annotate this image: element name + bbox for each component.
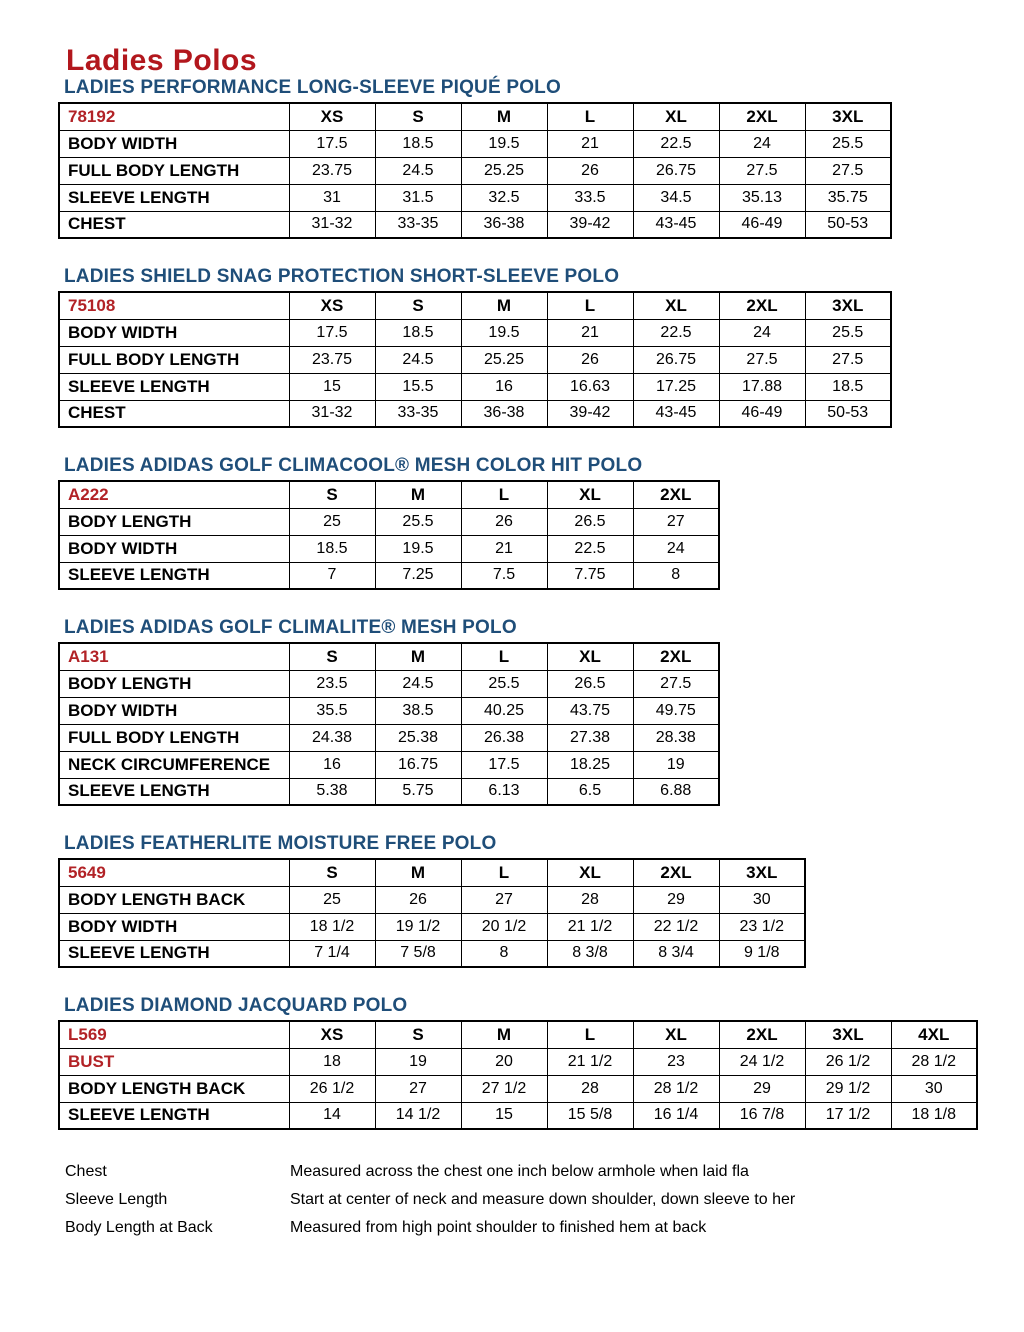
measurement-value: 23.5 xyxy=(289,670,375,697)
measurement-value: 17.88 xyxy=(719,373,805,400)
measurement-value: 20 1/2 xyxy=(461,913,547,940)
size-table-head xyxy=(59,859,805,886)
measurement-value: 19 xyxy=(633,751,719,778)
measurement-value: 18.5 xyxy=(375,319,461,346)
measurement-row xyxy=(59,1102,977,1129)
measurement-label: BODY WIDTH xyxy=(59,913,289,940)
measurement-value: 28 1/2 xyxy=(633,1075,719,1102)
measurement-value: 7.75 xyxy=(547,562,633,589)
measurement-value: 26 1/2 xyxy=(805,1048,891,1075)
measurement-value: 25.25 xyxy=(461,157,547,184)
size-table xyxy=(58,291,892,428)
size-column-header: L xyxy=(547,103,633,130)
measurement-value: 36-38 xyxy=(461,400,547,427)
measurement-label: BODY LENGTH xyxy=(59,670,289,697)
measurement-value: 14 1/2 xyxy=(375,1102,461,1129)
measurement-value: 25.38 xyxy=(375,724,461,751)
measurement-value: 8 3/4 xyxy=(633,940,719,967)
size-column-header: M xyxy=(461,103,547,130)
product-heading: LADIES FEATHERLITE MOISTURE FREE POLO xyxy=(64,833,497,854)
measurement-row xyxy=(59,670,719,697)
measurement-label: FULL BODY LENGTH xyxy=(59,724,289,751)
product-section xyxy=(0,618,1024,806)
size-table-body xyxy=(59,886,805,967)
measurement-value: 25.5 xyxy=(805,130,891,157)
size-table-head xyxy=(59,1021,977,1048)
measurement-value: 18.5 xyxy=(289,535,375,562)
measurement-value: 17.5 xyxy=(289,130,375,157)
size-column-header: 3XL xyxy=(805,1021,891,1048)
measurement-value: 8 xyxy=(633,562,719,589)
measurement-value: 18.5 xyxy=(805,373,891,400)
size-column-header: XS xyxy=(289,103,375,130)
measurement-value: 26.38 xyxy=(461,724,547,751)
measurement-value: 35.75 xyxy=(805,184,891,211)
measurement-value: 8 3/8 xyxy=(547,940,633,967)
measurement-value: 26 xyxy=(375,886,461,913)
measurement-value: 19 1/2 xyxy=(375,913,461,940)
measurement-label: FULL BODY LENGTH xyxy=(59,157,289,184)
measurement-value: 43.75 xyxy=(547,697,633,724)
measurement-value: 19 xyxy=(375,1048,461,1075)
measurement-value: 18 1/2 xyxy=(289,913,375,940)
measurement-value: 17.25 xyxy=(633,373,719,400)
definition-term: Chest xyxy=(65,1163,107,1180)
size-column-header: XL xyxy=(633,292,719,319)
measurement-value: 21 1/2 xyxy=(547,1048,633,1075)
size-table-head xyxy=(59,643,719,670)
measurement-row xyxy=(59,211,891,238)
size-column-header: XL xyxy=(633,1021,719,1048)
measurement-value: 23 1/2 xyxy=(719,913,805,940)
measurement-row xyxy=(59,913,805,940)
size-table xyxy=(58,102,892,239)
measurement-value: 19.5 xyxy=(461,130,547,157)
measurement-value: 17 1/2 xyxy=(805,1102,891,1129)
measurement-value: 24.5 xyxy=(375,670,461,697)
measurement-value: 18 1/8 xyxy=(891,1102,977,1129)
product-heading: LADIES ADIDAS GOLF CLIMACOOL® MESH COLOR HIT POLO xyxy=(64,455,643,476)
product-heading: LADIES PERFORMANCE LONG-SLEEVE PIQUÉ POLO xyxy=(64,77,561,98)
measurement-row xyxy=(59,751,719,778)
measurement-value: 23.75 xyxy=(289,157,375,184)
measurement-value: 28 1/2 xyxy=(891,1048,977,1075)
measurement-value: 33-35 xyxy=(375,211,461,238)
measurement-label: NECK CIRCUMFERENCE xyxy=(59,751,289,778)
measurement-value: 25.5 xyxy=(461,670,547,697)
size-header-row xyxy=(59,643,719,670)
size-header-row xyxy=(59,103,891,130)
definition-row xyxy=(65,1214,1024,1242)
measurement-value: 6.13 xyxy=(461,778,547,805)
size-table xyxy=(58,480,720,590)
measurement-value: 26 1/2 xyxy=(289,1075,375,1102)
size-table xyxy=(58,1020,978,1130)
measurement-label: BODY WIDTH xyxy=(59,130,289,157)
size-column-header: XS xyxy=(289,292,375,319)
measurement-row xyxy=(59,400,891,427)
size-table-body xyxy=(59,130,891,238)
size-header-row xyxy=(59,481,719,508)
measurement-value: 29 1/2 xyxy=(805,1075,891,1102)
measurement-value: 24.5 xyxy=(375,346,461,373)
measurement-value: 26.75 xyxy=(633,346,719,373)
measurement-value: 22 1/2 xyxy=(633,913,719,940)
measurement-label: CHEST xyxy=(59,211,289,238)
size-column-header: M xyxy=(461,292,547,319)
size-column-header: XL xyxy=(547,859,633,886)
measurement-value: 25 xyxy=(289,508,375,535)
size-column-header: 4XL xyxy=(891,1021,977,1048)
definition-row xyxy=(65,1158,1024,1186)
measurement-value: 26.5 xyxy=(547,670,633,697)
measurement-row xyxy=(59,1075,977,1102)
measurement-value: 28 xyxy=(547,1075,633,1102)
measurement-label: SLEEVE LENGTH xyxy=(59,184,289,211)
measurement-value: 27.5 xyxy=(805,157,891,184)
measurement-label: SLEEVE LENGTH xyxy=(59,1102,289,1129)
definition-text: Measured from high point shoulder to finished hem at back xyxy=(290,1219,707,1236)
measurement-value: 22.5 xyxy=(547,535,633,562)
product-heading: LADIES ADIDAS GOLF CLIMALITE® MESH POLO xyxy=(64,617,517,638)
measurement-value: 31-32 xyxy=(289,400,375,427)
measurement-value: 24 xyxy=(719,130,805,157)
size-column-header: 2XL xyxy=(719,1021,805,1048)
size-column-header: L xyxy=(461,643,547,670)
measurement-value: 16 7/8 xyxy=(719,1102,805,1129)
product-code: 78192 xyxy=(59,103,289,130)
measurement-value: 17.5 xyxy=(289,319,375,346)
measurement-value: 34.5 xyxy=(633,184,719,211)
measurement-label: BODY WIDTH xyxy=(59,319,289,346)
measurement-value: 43-45 xyxy=(633,211,719,238)
size-column-header: 2XL xyxy=(633,859,719,886)
measurement-value: 46-49 xyxy=(719,400,805,427)
measurement-value: 27 xyxy=(633,508,719,535)
definition-row xyxy=(65,1186,1024,1214)
measurement-value: 27 1/2 xyxy=(461,1075,547,1102)
measurement-value: 15.5 xyxy=(375,373,461,400)
measurement-value: 7 xyxy=(289,562,375,589)
product-code: 5649 xyxy=(59,859,289,886)
measurement-value: 27 xyxy=(461,886,547,913)
measurement-value: 20 xyxy=(461,1048,547,1075)
size-column-header: XS xyxy=(289,1021,375,1048)
measurement-value: 28.38 xyxy=(633,724,719,751)
measurement-value: 25 xyxy=(289,886,375,913)
measurement-value: 27.5 xyxy=(719,346,805,373)
measurement-row xyxy=(59,319,891,346)
measurement-value: 33-35 xyxy=(375,400,461,427)
measurement-value: 27.5 xyxy=(633,670,719,697)
measurement-value: 40.25 xyxy=(461,697,547,724)
measurement-row xyxy=(59,1048,977,1075)
measurement-row xyxy=(59,535,719,562)
measurement-value: 25.5 xyxy=(375,508,461,535)
measurement-value: 50-53 xyxy=(805,400,891,427)
measurement-value: 26.75 xyxy=(633,157,719,184)
measurement-value: 23.75 xyxy=(289,346,375,373)
size-column-header: XL xyxy=(547,481,633,508)
measurement-value: 16.75 xyxy=(375,751,461,778)
measurement-row xyxy=(59,562,719,589)
measurement-label: BODY LENGTH BACK xyxy=(59,886,289,913)
definition-term: Body Length at Back xyxy=(65,1219,213,1236)
measurement-value: 21 xyxy=(461,535,547,562)
size-column-header: S xyxy=(375,103,461,130)
measurement-label: SLEEVE LENGTH xyxy=(59,940,289,967)
product-section xyxy=(0,834,1024,968)
measurement-value: 24 xyxy=(633,535,719,562)
size-table-body xyxy=(59,1048,977,1129)
measurement-value: 26 xyxy=(461,508,547,535)
measurement-label: BODY LENGTH xyxy=(59,508,289,535)
size-table-body xyxy=(59,319,891,427)
size-table-head xyxy=(59,103,891,130)
product-code: A222 xyxy=(59,481,289,508)
measurement-value: 19.5 xyxy=(375,535,461,562)
measurement-value: 24.5 xyxy=(375,157,461,184)
size-column-header: S xyxy=(375,292,461,319)
product-section xyxy=(0,996,1024,1130)
measurement-label: BUST xyxy=(59,1048,289,1075)
measurement-value: 36-38 xyxy=(461,211,547,238)
size-column-header: XL xyxy=(547,643,633,670)
measurement-value: 26.5 xyxy=(547,508,633,535)
product-heading: LADIES DIAMOND JACQUARD POLO xyxy=(64,995,408,1016)
measurement-value: 27.38 xyxy=(547,724,633,751)
size-table-head xyxy=(59,481,719,508)
size-table xyxy=(58,642,720,806)
measurement-label: BODY WIDTH xyxy=(59,535,289,562)
measurement-value: 22.5 xyxy=(633,130,719,157)
size-column-header: S xyxy=(289,481,375,508)
size-table xyxy=(58,858,806,968)
size-column-header: M xyxy=(461,1021,547,1048)
product-section xyxy=(0,456,1024,590)
measurement-value: 50-53 xyxy=(805,211,891,238)
size-column-header: 2XL xyxy=(719,292,805,319)
measurement-row xyxy=(59,724,719,751)
size-column-header: 3XL xyxy=(719,859,805,886)
product-code: A131 xyxy=(59,643,289,670)
measurement-value: 29 xyxy=(719,1075,805,1102)
product-heading: LADIES SHIELD SNAG PROTECTION SHORT-SLEEVE POLO xyxy=(64,266,620,287)
measurement-value: 7.5 xyxy=(461,562,547,589)
size-column-header: XL xyxy=(633,103,719,130)
size-header-row xyxy=(59,859,805,886)
measurement-value: 26 xyxy=(547,157,633,184)
measurement-value: 16 xyxy=(289,751,375,778)
measurement-value: 46-49 xyxy=(719,211,805,238)
definition-term: Sleeve Length xyxy=(65,1191,168,1208)
measurement-row xyxy=(59,886,805,913)
measurement-value: 8 xyxy=(461,940,547,967)
measurement-value: 28 xyxy=(547,886,633,913)
measurement-label: SLEEVE LENGTH xyxy=(59,373,289,400)
size-column-header: 2XL xyxy=(719,103,805,130)
measurement-label: SLEEVE LENGTH xyxy=(59,778,289,805)
measurement-value: 7 5/8 xyxy=(375,940,461,967)
size-column-header: S xyxy=(289,859,375,886)
size-column-header: S xyxy=(289,643,375,670)
size-column-header: 2XL xyxy=(633,643,719,670)
measurement-value: 30 xyxy=(719,886,805,913)
measurement-value: 18.5 xyxy=(375,130,461,157)
measurement-value: 26 xyxy=(547,346,633,373)
size-column-header: L xyxy=(547,1021,633,1048)
measurement-value: 19.5 xyxy=(461,319,547,346)
measurement-value: 5.75 xyxy=(375,778,461,805)
measurement-value: 16 xyxy=(461,373,547,400)
measurement-value: 31-32 xyxy=(289,211,375,238)
measurement-value: 29 xyxy=(633,886,719,913)
measurement-value: 24.38 xyxy=(289,724,375,751)
measurement-value: 33.5 xyxy=(547,184,633,211)
size-table-body xyxy=(59,670,719,805)
measurement-value: 21 xyxy=(547,130,633,157)
size-column-header: M xyxy=(375,859,461,886)
measurement-value: 21 1/2 xyxy=(547,913,633,940)
measurement-value: 6.5 xyxy=(547,778,633,805)
measurement-value: 35.5 xyxy=(289,697,375,724)
product-tables xyxy=(0,78,1024,1130)
measurement-value: 35.13 xyxy=(719,184,805,211)
measurement-row xyxy=(59,778,719,805)
measurement-row xyxy=(59,157,891,184)
product-section xyxy=(0,78,1024,239)
measurement-value: 16 1/4 xyxy=(633,1102,719,1129)
measurement-value: 31 xyxy=(289,184,375,211)
measurement-value: 39-42 xyxy=(547,400,633,427)
product-code: L569 xyxy=(59,1021,289,1048)
size-header-row xyxy=(59,1021,977,1048)
measurement-value: 16.63 xyxy=(547,373,633,400)
measurement-value: 18 xyxy=(289,1048,375,1075)
measurement-value: 6.88 xyxy=(633,778,719,805)
measurement-label: CHEST xyxy=(59,400,289,427)
measurement-value: 15 xyxy=(289,373,375,400)
size-table-body xyxy=(59,508,719,589)
measurement-row xyxy=(59,184,891,211)
measurement-value: 27.5 xyxy=(805,346,891,373)
measurement-row xyxy=(59,697,719,724)
measurement-label: BODY LENGTH BACK xyxy=(59,1075,289,1102)
page-title: Ladies Polos xyxy=(66,44,258,77)
measurement-value: 17.5 xyxy=(461,751,547,778)
measurement-value: 9 1/8 xyxy=(719,940,805,967)
size-column-header: L xyxy=(461,481,547,508)
measurement-value: 25.25 xyxy=(461,346,547,373)
size-column-header: M xyxy=(375,643,461,670)
measurement-value: 32.5 xyxy=(461,184,547,211)
measurement-row xyxy=(59,940,805,967)
measurement-value: 27 xyxy=(375,1075,461,1102)
measurement-value: 39-42 xyxy=(547,211,633,238)
measurement-value: 15 5/8 xyxy=(547,1102,633,1129)
measurement-value: 24 xyxy=(719,319,805,346)
measurement-value: 18.25 xyxy=(547,751,633,778)
measurement-value: 27.5 xyxy=(719,157,805,184)
product-code: 75108 xyxy=(59,292,289,319)
definition-text: Measured across the chest one inch below armhole when laid fla xyxy=(290,1163,749,1180)
size-column-header: S xyxy=(375,1021,461,1048)
measurement-value: 21 xyxy=(547,319,633,346)
measurement-value: 30 xyxy=(891,1075,977,1102)
measurement-value: 49.75 xyxy=(633,697,719,724)
measurement-value: 31.5 xyxy=(375,184,461,211)
size-column-header: L xyxy=(547,292,633,319)
measurement-value: 25.5 xyxy=(805,319,891,346)
measurement-value: 22.5 xyxy=(633,319,719,346)
measurement-row xyxy=(59,373,891,400)
measurement-value: 23 xyxy=(633,1048,719,1075)
measurement-value: 38.5 xyxy=(375,697,461,724)
measurement-value: 7.25 xyxy=(375,562,461,589)
measurement-label: BODY WIDTH xyxy=(59,697,289,724)
measurement-value: 7 1/4 xyxy=(289,940,375,967)
measurement-value: 15 xyxy=(461,1102,547,1129)
size-column-header: 2XL xyxy=(633,481,719,508)
measurement-label: SLEEVE LENGTH xyxy=(59,562,289,589)
measurement-value: 24 1/2 xyxy=(719,1048,805,1075)
size-header-row xyxy=(59,292,891,319)
size-column-header: 3XL xyxy=(805,103,891,130)
measurement-definitions xyxy=(65,1158,1024,1242)
size-table-head xyxy=(59,292,891,319)
product-section xyxy=(0,267,1024,428)
measurement-value: 14 xyxy=(289,1102,375,1129)
size-column-header: 3XL xyxy=(805,292,891,319)
measurement-row xyxy=(59,130,891,157)
measurement-row xyxy=(59,346,891,373)
size-column-header: L xyxy=(461,859,547,886)
size-column-header: M xyxy=(375,481,461,508)
measurement-row xyxy=(59,508,719,535)
measurement-value: 5.38 xyxy=(289,778,375,805)
definition-text: Start at center of neck and measure down shoulder, down sleeve to her xyxy=(290,1191,796,1208)
measurement-label: FULL BODY LENGTH xyxy=(59,346,289,373)
measurement-value: 43-45 xyxy=(633,400,719,427)
